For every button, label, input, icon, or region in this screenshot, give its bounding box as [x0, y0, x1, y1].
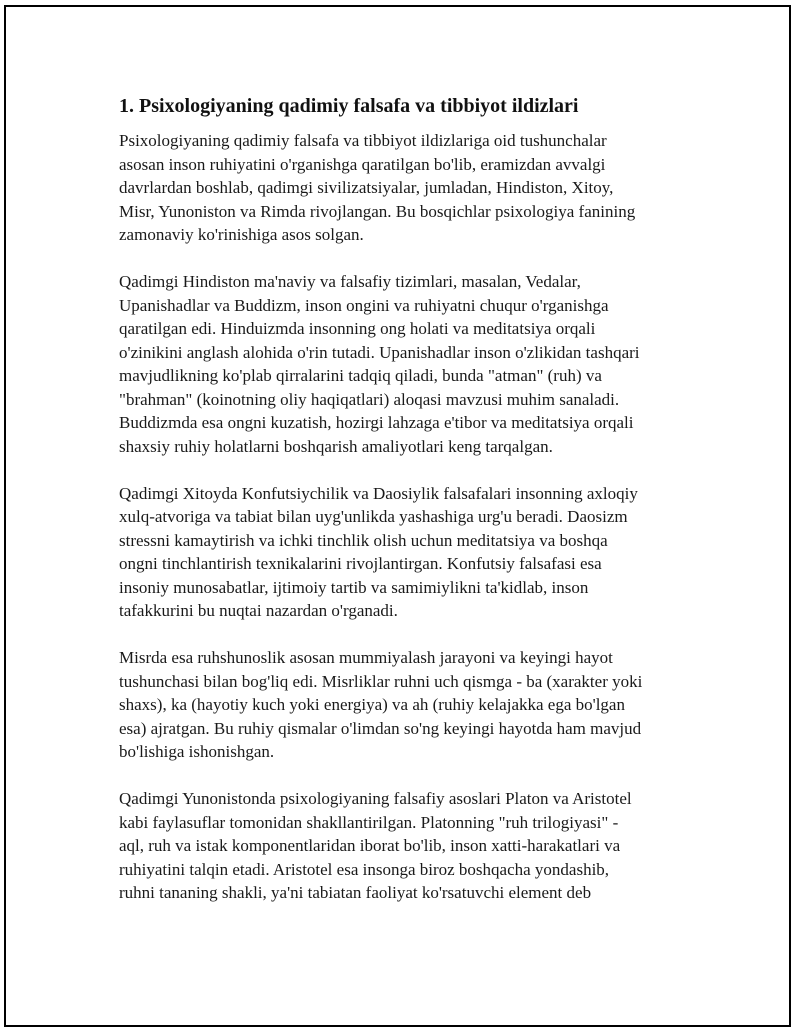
paragraph-egypt — [119, 646, 691, 764]
text-line: tushunchasi bilan bog'liq edi. Misrliklar ruhni uch qismga - ba (xarakter yoki — [119, 671, 643, 691]
document-page — [4, 5, 791, 1027]
document-content — [119, 93, 691, 928]
text-line: asosan inson ruhiyatini o'rganishga qaratilgan bo'lib, eramizdan avvalgi — [119, 154, 606, 174]
text-line: davrlardan boshlab, qadimgi sivilizatsiyalar, jumladan, Hindiston, Xitoy, — [119, 178, 614, 197]
text-line: bo'lishiga ishonishgan. — [119, 742, 275, 761]
paragraph-china — [119, 482, 691, 623]
text-line: Qadimgi Xitoyda Konfutsiychilik va Daosiylik falsafalari insonning axloqiy — [119, 483, 638, 503]
text-line: ruhiyatini talqin etadi. Aristotel esa insonga biroz boshqacha yondashib, — [119, 859, 610, 879]
text-line: Upanishadlar va Buddizm, inson ongini va ruhiyatni chuqur o'rganishga — [119, 295, 609, 315]
text-line: ruhni tananing shakli, ya'ni tabiatan faoliyat ko'rsatuvchi element deb — [119, 883, 592, 902]
text-line: mavjudlikning ko'plab qirralarini tadqiq qiladi, bunda "atman" (ruh) va — [119, 366, 602, 385]
section-heading: 1. Psixologiyaning qadimiy falsafa va tibbiyot ildizlari — [119, 95, 579, 117]
text-line: Misrda esa ruhshunoslik asosan mummiyalash jarayoni va keyingi hayot — [119, 648, 613, 667]
paragraph-greece — [119, 787, 691, 905]
text-line: Psixologiyaning qadimiy falsafa va tibbiyot ildizlariga oid tushunchalar — [119, 131, 607, 150]
text-line: tafakkurini bu nuqtai nazardan o'rganadi. — [119, 601, 398, 620]
text-line: o'zinikini anglash alohida o'rin tutadi. Upanishadlar inson o'zlikidan tashqari — [119, 342, 640, 362]
text-line: xulq-atvoriga va tabiat bilan uyg'unlikda yashashiga urg'u beradi. Daosizm — [119, 507, 628, 526]
text-line: esa) ajratgan. Bu ruhiy qismalar o'limdan so'ng keyingi hayotda ham mavjud — [119, 718, 642, 738]
text-line: qaratilgan edi. Hinduizmda insonning ong holati va meditatsiya orqali — [119, 319, 596, 338]
text-line: shaxs), ka (hayotiy kuch yoki energiya) va ah (ruhiy kelajakka ega bo'lgan — [119, 695, 625, 714]
text-line: Qadimgi Yunonistonda psixologiyaning falsafiy asoslari Platon va Aristotel — [119, 789, 632, 808]
text-line: stressni kamaytirish va ichki tinchlik olish uchun meditatsiya va boshqa — [119, 530, 608, 550]
paragraph-intro — [119, 129, 691, 247]
text-line: Qadimgi Hindiston ma'naviy va falsafiy tizimlari, masalan, Vedalar, — [119, 272, 581, 291]
paragraph-india — [119, 270, 691, 458]
text-line: insoniy munosabatlar, ijtimoiy tartib va samimiylikni ta'kidlab, inson — [119, 577, 589, 597]
text-line: ongni tinchlantirish texnikalarini rivojlantirgan. Konfutsiy falsafasi esa — [119, 554, 602, 573]
text-line: Buddizmda esa ongni kuzatish, hozirgi lahzaga e'tibor va meditatsiya orqali — [119, 413, 634, 432]
text-line: "brahman" (koinotning oliy haqiqatlari) aloqasi mavzusi muhim sanaladi. — [119, 389, 620, 409]
text-line: aql, ruh va istak komponentlaridan iborat bo'lib, inson xatti-harakatlari va — [119, 836, 621, 855]
text-line: shaxsiy ruhiy holatlarni boshqarish amaliyotlari keng tarqalgan. — [119, 436, 553, 456]
text-line: zamonaviy ko'rinishiga asos solgan. — [119, 225, 364, 244]
text-line: kabi faylasuflar tomonidan shakllantirilgan. Platonning "ruh trilogiyasi" - — [119, 812, 619, 832]
text-line: Misr, Yunoniston va Rimda rivojlangan. Bu bosqichlar psixologiya fanining — [119, 201, 636, 221]
